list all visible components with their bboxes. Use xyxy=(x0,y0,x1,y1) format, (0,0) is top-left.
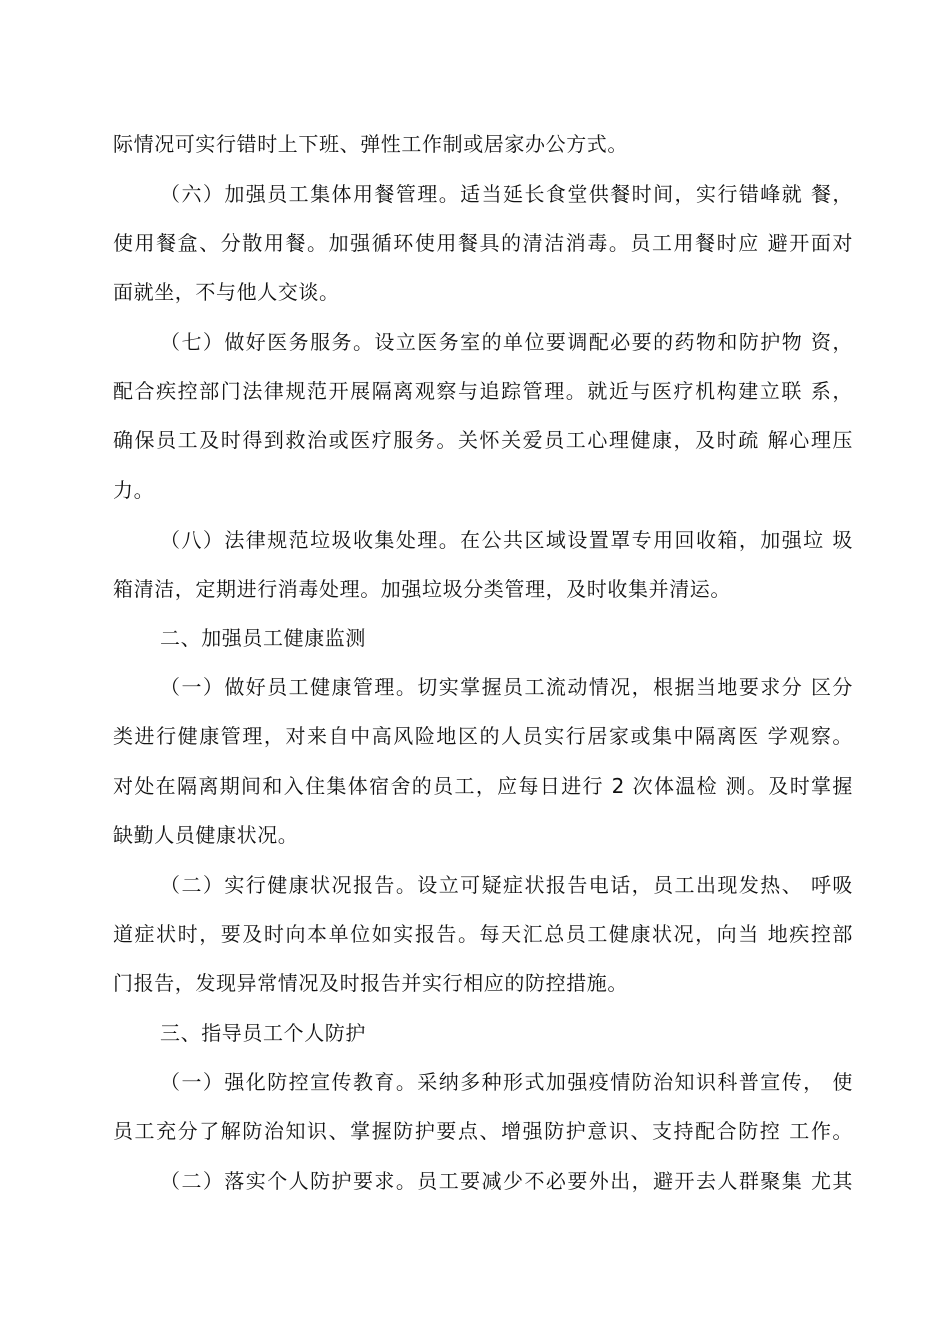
paragraph-6-line-3: 面就坐，不与他人交谈。 xyxy=(113,280,340,304)
paragraph-2-1-line-1: （一）做好员工健康管理。切实掌握员工流动情况，根据当地要求分 区分 xyxy=(160,675,853,699)
paragraph-2-2-line-2: 道症状时，要及时向本单位如实报告。每天汇总员工健康状况，向当 地疾控部 xyxy=(113,922,853,946)
paragraph-8-line-2: 箱清洁，定期进行消毒处理。加强垃圾分类管理，及时收集并清运。 xyxy=(113,577,731,601)
paragraph-2-1-line-4: 缺勤人员健康状况。 xyxy=(113,823,299,847)
paragraph-6-line-1: （六）加强员工集体用餐管理。适当延长食堂供餐时间，实行错峰就 餐， xyxy=(160,182,853,206)
paragraph-3-1-line-1: （一）强化防控宣传教育。采纳多种形式加强疫情防治知识科普宣传， 使 xyxy=(160,1070,853,1094)
paragraph-7-line-2: 配合疾控部门法律规范开展隔离观察与追踪管理。就近与医疗机构建立联 系， xyxy=(113,379,853,403)
paragraph-3-2-line-1: （二）落实个人防护要求。员工要减少不必要外出，避开去人群聚集 尤其 xyxy=(160,1169,853,1193)
paragraph-2-1-line-2: 类进行健康管理，对来自中高风险地区的人员实行居家或集中隔离医 学观察。 xyxy=(113,724,853,748)
paragraph-2-2-line-3: 门报告，发现异常情况及时报告并实行相应的防控措施。 xyxy=(113,971,628,995)
paragraph-2-1-line-3: 对处在隔离期间和入住集体宿舍的员工，应每日进行 2 次体温检 测。及时掌握 xyxy=(113,774,853,798)
section-heading-3: 三、指导员工个人防护 xyxy=(160,1021,366,1045)
paragraph-7-line-3: 确保员工及时得到救治或医疗服务。关怀关爱员工心理健康，及时疏 解心理压 xyxy=(113,428,853,452)
section-heading-2: 二、加强员工健康监测 xyxy=(160,626,366,650)
paragraph-6-line-2: 使用餐盒、分散用餐。加强循环使用餐具的清洁消毒。员工用餐时应 避开面对 xyxy=(113,231,853,255)
paragraph-7-line-1: （七）做好医务服务。设立医务室的单位要调配必要的药物和防护物 资， xyxy=(160,330,853,354)
paragraph-3-1-line-2: 员工充分了解防治知识、掌握防护要点、增强防护意识、支持配合防控 工作。 xyxy=(113,1119,853,1143)
paragraph-7-line-4: 力。 xyxy=(113,478,155,502)
paragraph-5-line-end: 际情况可实行错时上下班、弹性工作制或居家办公方式。 xyxy=(113,132,628,156)
paragraph-8-line-1: （八）法律规范垃圾收集处理。在公共区域设置罩专用回收箱，加强垃 圾 xyxy=(160,528,853,552)
paragraph-2-2-line-1: （二）实行健康状况报告。设立可疑症状报告电话，员工出现发热、 呼吸 xyxy=(160,873,853,897)
